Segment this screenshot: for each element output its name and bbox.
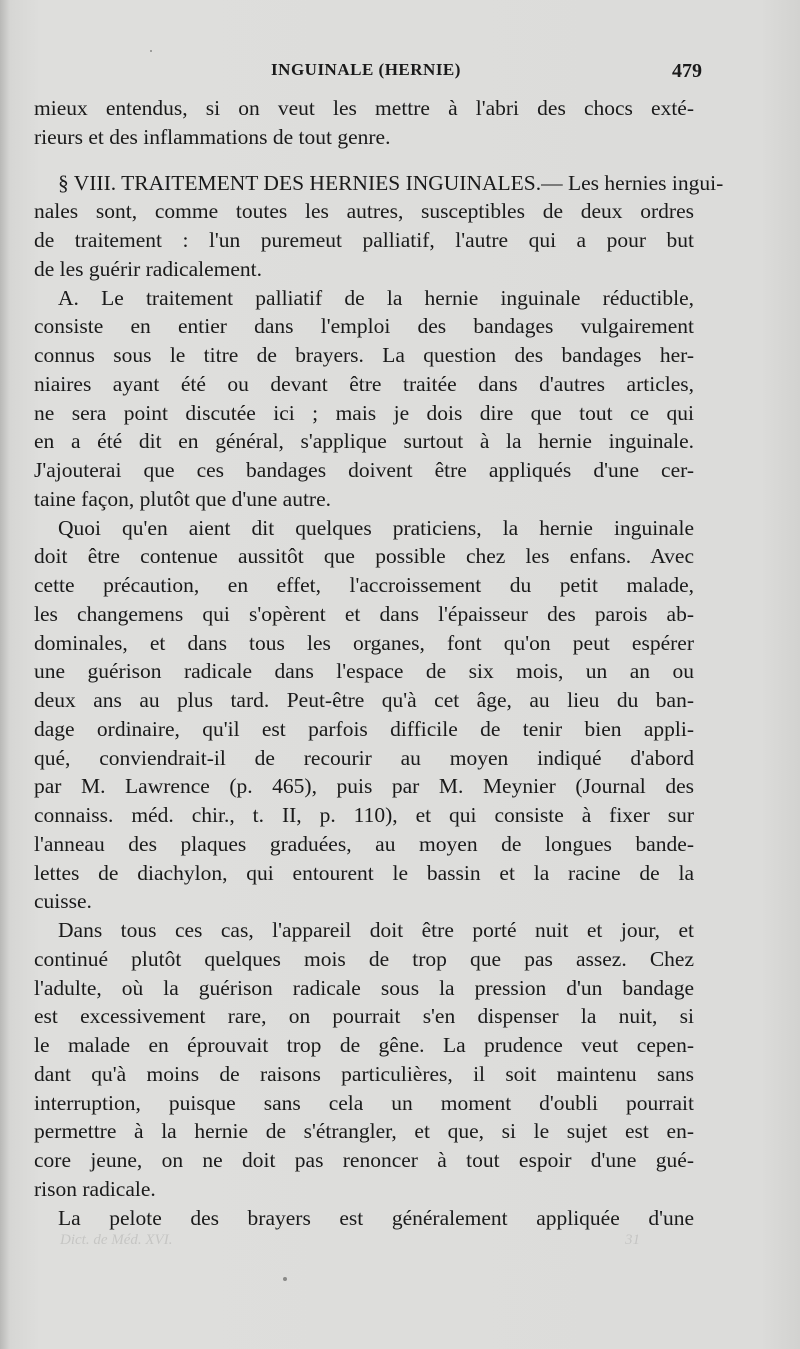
- text-line: de traitement : l'un puremeut palliatif, l'autre qui a pour but: [34, 228, 694, 252]
- paragraph-palliative: [34, 284, 694, 514]
- text-line: permettre à la hernie de s'étrangler, et que, si le sujet est en-: [34, 1119, 694, 1144]
- text-line: dominales, et dans tous les organes, font qu'on peut espérer: [34, 630, 694, 655]
- text-line: connaiss. méd. chir., t. II, p. 110), et qui consiste à fixer sur: [34, 803, 694, 827]
- text-line: J'ajouterai que ces bandages doivent être appliqués d'une cer-: [34, 458, 694, 482]
- text-line: les changemens qui s'opèrent et dans l'épaisseur des parois ab-: [34, 601, 694, 626]
- body-text: [34, 94, 724, 1232]
- page-number: 479: [672, 60, 702, 82]
- text-line: le malade en éprouvait trop de gêne. La prudence veut cepen-: [34, 1033, 694, 1057]
- text-line: interruption, puisque sans cela un moment d'oubli pourrait: [34, 1090, 694, 1115]
- section-heading-line: § VIII. TRAITEMENT DES HERNIES INGUINALES.— Les hernies ingui-: [58, 170, 724, 195]
- text-line: A. Le traitement palliatif de la hernie inguinale réductible,: [58, 285, 694, 310]
- paragraph-children: [34, 514, 694, 917]
- text-line: Dans tous ces cas, l'appareil doit être porté nuit et jour, et: [58, 918, 694, 942]
- text-line: ne sera point discutée ici ; mais je dois dire que tout ce qui: [34, 400, 694, 425]
- text-line: l'anneau des plaques graduées, au moyen de longues bande-: [34, 831, 694, 856]
- text-line: continué plutôt quelques mois de trop que pas assez. Chez: [34, 946, 694, 971]
- text-line: niaires ayant été ou devant être traitée dans d'autres articles,: [34, 371, 694, 396]
- text-line: en a été dit en général, s'applique surtout à la hernie inguinale.: [34, 429, 694, 454]
- text-line: taine façon, plutôt que d'une autre.: [34, 486, 332, 511]
- text-line: l'adulte, où la guérison radicale sous la pression d'un bandage: [34, 975, 694, 1000]
- running-head: [30, 60, 702, 88]
- text-line: rison radicale.: [34, 1176, 156, 1201]
- text-line: consiste en entier dans l'emploi des bandages vulgairement: [34, 314, 694, 339]
- text-line: qué, conviendrait-il de recourir au moyen indiqué d'abord: [34, 745, 694, 770]
- footer-signature: Dict. de Méd. XVI.: [60, 1232, 173, 1248]
- paragraph-pelote: [34, 1204, 694, 1233]
- text-line: mieux entendus, si on veut les mettre à l'abri des chocs exté-: [34, 96, 694, 120]
- text-line: rieurs et des inflammations de tout genre.: [34, 124, 391, 149]
- text-line: de les guérir radicalement.: [34, 256, 263, 281]
- text-line: est excessivement rare, on pourrait s'en dispenser la nuit, si: [34, 1004, 694, 1029]
- ink-speck: [283, 1277, 287, 1281]
- paragraph-section-viii: [34, 169, 724, 284]
- text-line: doit être contenue aussitôt que possible chez les enfans. Avec: [34, 544, 694, 569]
- text-line: core jeune, on ne doit pas renoncer à tout espoir d'une gué-: [34, 1148, 694, 1172]
- text-line: cuisse.: [34, 889, 92, 914]
- text-line: lettes de diachylon, qui entourent le bassin et la racine de la: [34, 860, 694, 885]
- ink-speck: [150, 50, 152, 52]
- text-line: cette précaution, en effet, l'accroissement du petit malade,: [34, 573, 694, 597]
- running-title: INGUINALE (HERNIE): [271, 60, 461, 79]
- text-line: Quoi qu'en aient dit quelques praticiens, la hernie inguinale: [58, 515, 694, 540]
- text-line: deux ans au plus tard. Peut-être qu'à cet âge, au lieu du ban-: [34, 688, 694, 712]
- footer-number: 31: [625, 1232, 640, 1248]
- text-line: dage ordinaire, qu'il est parfois difficile de tenir bien appli-: [34, 716, 694, 741]
- text-line: une guérison radicale dans l'espace de six mois, un an ou: [34, 659, 694, 684]
- text-line: nales sont, comme toutes les autres, susceptibles de deux ordres: [34, 199, 694, 224]
- paragraph-continuation: [34, 94, 694, 152]
- text-line: dant qu'à moins de raisons particulières, il soit maintenu sans: [34, 1061, 694, 1086]
- text-line: connus sous le titre de brayers. La question des bandages her-: [34, 343, 694, 367]
- text-line: La pelote des brayers est généralement appliquée d'une: [58, 1205, 694, 1230]
- bleed-through-footer: [60, 1232, 640, 1254]
- text-line: par M. Lawrence (p. 465), puis par M. Meynier (Journal des: [34, 774, 694, 799]
- paragraph-all-cases: [34, 916, 694, 1204]
